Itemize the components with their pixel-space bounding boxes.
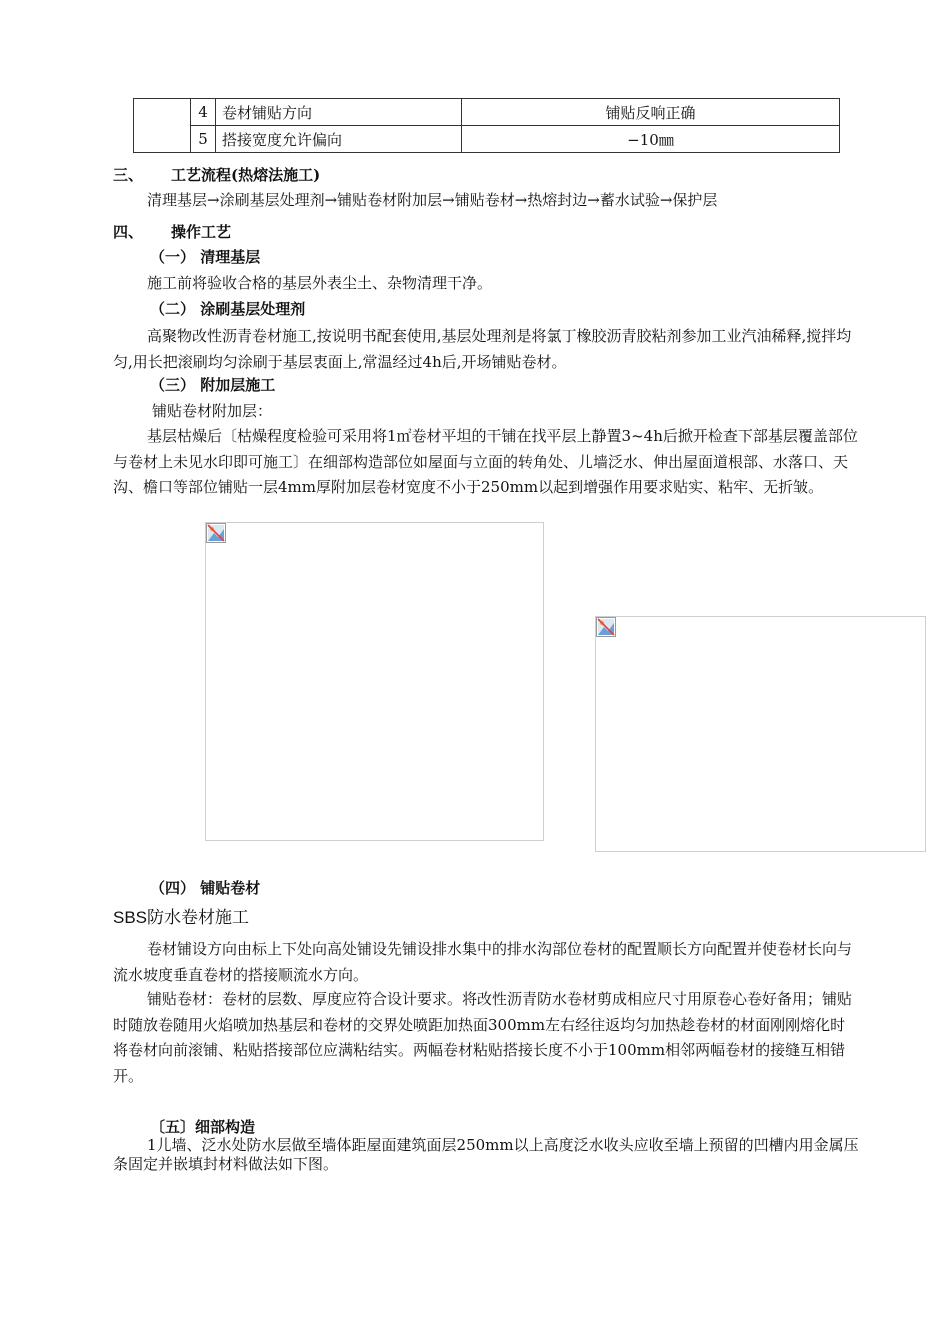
section3-number: 三、 — [113, 166, 144, 184]
sub4-paragraph-1: 卷材铺设方向由标上下处向高处铺设先铺设排水集中的排水沟部位卷材的配置顺长方向配置并使卷材长向与流水坡度垂直卷材的搭接顺流水方向。 — [113, 940, 853, 984]
sub2-text: 高聚物改性沥青卷材施工,按说明书配套使用,基层处理剂是将氯丁橡胶沥青胶粘剂参加工业汽油稀释,搅拌均匀,用长把滚刷均匀涂刷于基层衷面上,常温经过4h后,开场铺贴卷材。 — [113, 327, 852, 371]
sub4-heading: SBS防水卷材施工 — [113, 908, 250, 927]
section4-number: 四、 — [113, 223, 144, 241]
broken-image-icon — [206, 523, 226, 543]
sub4-title: （四） 铺贴卷材 — [150, 879, 261, 897]
sub3-title: （三） 附加层施工 — [150, 376, 276, 394]
sub4-paragraph-2: 铺贴卷材：卷材的层数、厚度应符合设计要求。将改性沥青防水卷材剪成相应尺寸用原卷心卷好备用；铺贴时随放卷随用火焰喷加热基层和卷材的交界处喷距加热面300mm左右经往返均匀加热趁卷材的材面刚刚熔化时将卷材向前滚铺、粘贴搭接部位应满粘结实。两幅卷材粘贴搭接长度不小于100mm相邻两幅卷材的接缝互相错开。 — [113, 990, 853, 1085]
sub3-lead: 铺贴卷材附加层： — [152, 402, 273, 420]
figure-placeholder — [205, 522, 544, 841]
section3-title: 工艺流程(热熔法施工) — [171, 166, 321, 184]
process-flow: 清理基层→涂刷基层处理剂→铺贴卷材附加层→铺贴卷材→热熔封边→蓄水试验→保护层 — [147, 191, 718, 209]
sub2-title: （二） 涂刷基层处理剂 — [150, 300, 306, 318]
table-cell-item: 搭接宽度允许偏向 — [216, 126, 462, 153]
sub1-title: （一） 清理基层 — [150, 248, 261, 266]
table-blank-cell — [134, 99, 191, 153]
inspection-table — [133, 98, 840, 153]
broken-image-icon — [596, 617, 616, 637]
figure-placeholder — [595, 616, 926, 852]
sub3-text: 基层枯燥后〔枯燥程度检验可采用将1㎡卷材平坦的干铺在找平层上静置3~4h后掀开检查下部基层覆盖部位与卷材上未见水印即可施工〕在细部构造部位如屋面与立面的转角处、儿墙泛水、伸出屋面道根部、水落口、天沟、檐口等部位铺贴一层4mm厚附加层卷材宽度不小于250mm以起到增强作用要求贴实、粘牢、无折皱。 — [113, 427, 858, 496]
table-cell-no: 5 — [191, 126, 216, 153]
sub5-text: 1儿墙、泛水处防水层做至墙体距屋面建筑面层250mm以上高度泛水收头应收至墙上预留的凹槽内用金属压条固定并嵌填封材料做法如下图。 — [113, 1136, 859, 1173]
sub1-text: 施工前将验收合格的基层外表尘土、杂物清理干净。 — [147, 274, 493, 292]
table-cell-requirement: −10㎜ — [462, 126, 840, 153]
table-cell-requirement: 铺贴反响正确 — [462, 99, 840, 126]
table-row — [134, 126, 840, 153]
table-row — [134, 99, 840, 126]
section4-title: 操作工艺 — [171, 223, 232, 241]
sub5-title: 〔五〕细部构造 — [150, 1118, 256, 1136]
table-cell-item: 卷材铺贴方向 — [216, 99, 462, 126]
table-cell-no: 4 — [191, 99, 216, 126]
